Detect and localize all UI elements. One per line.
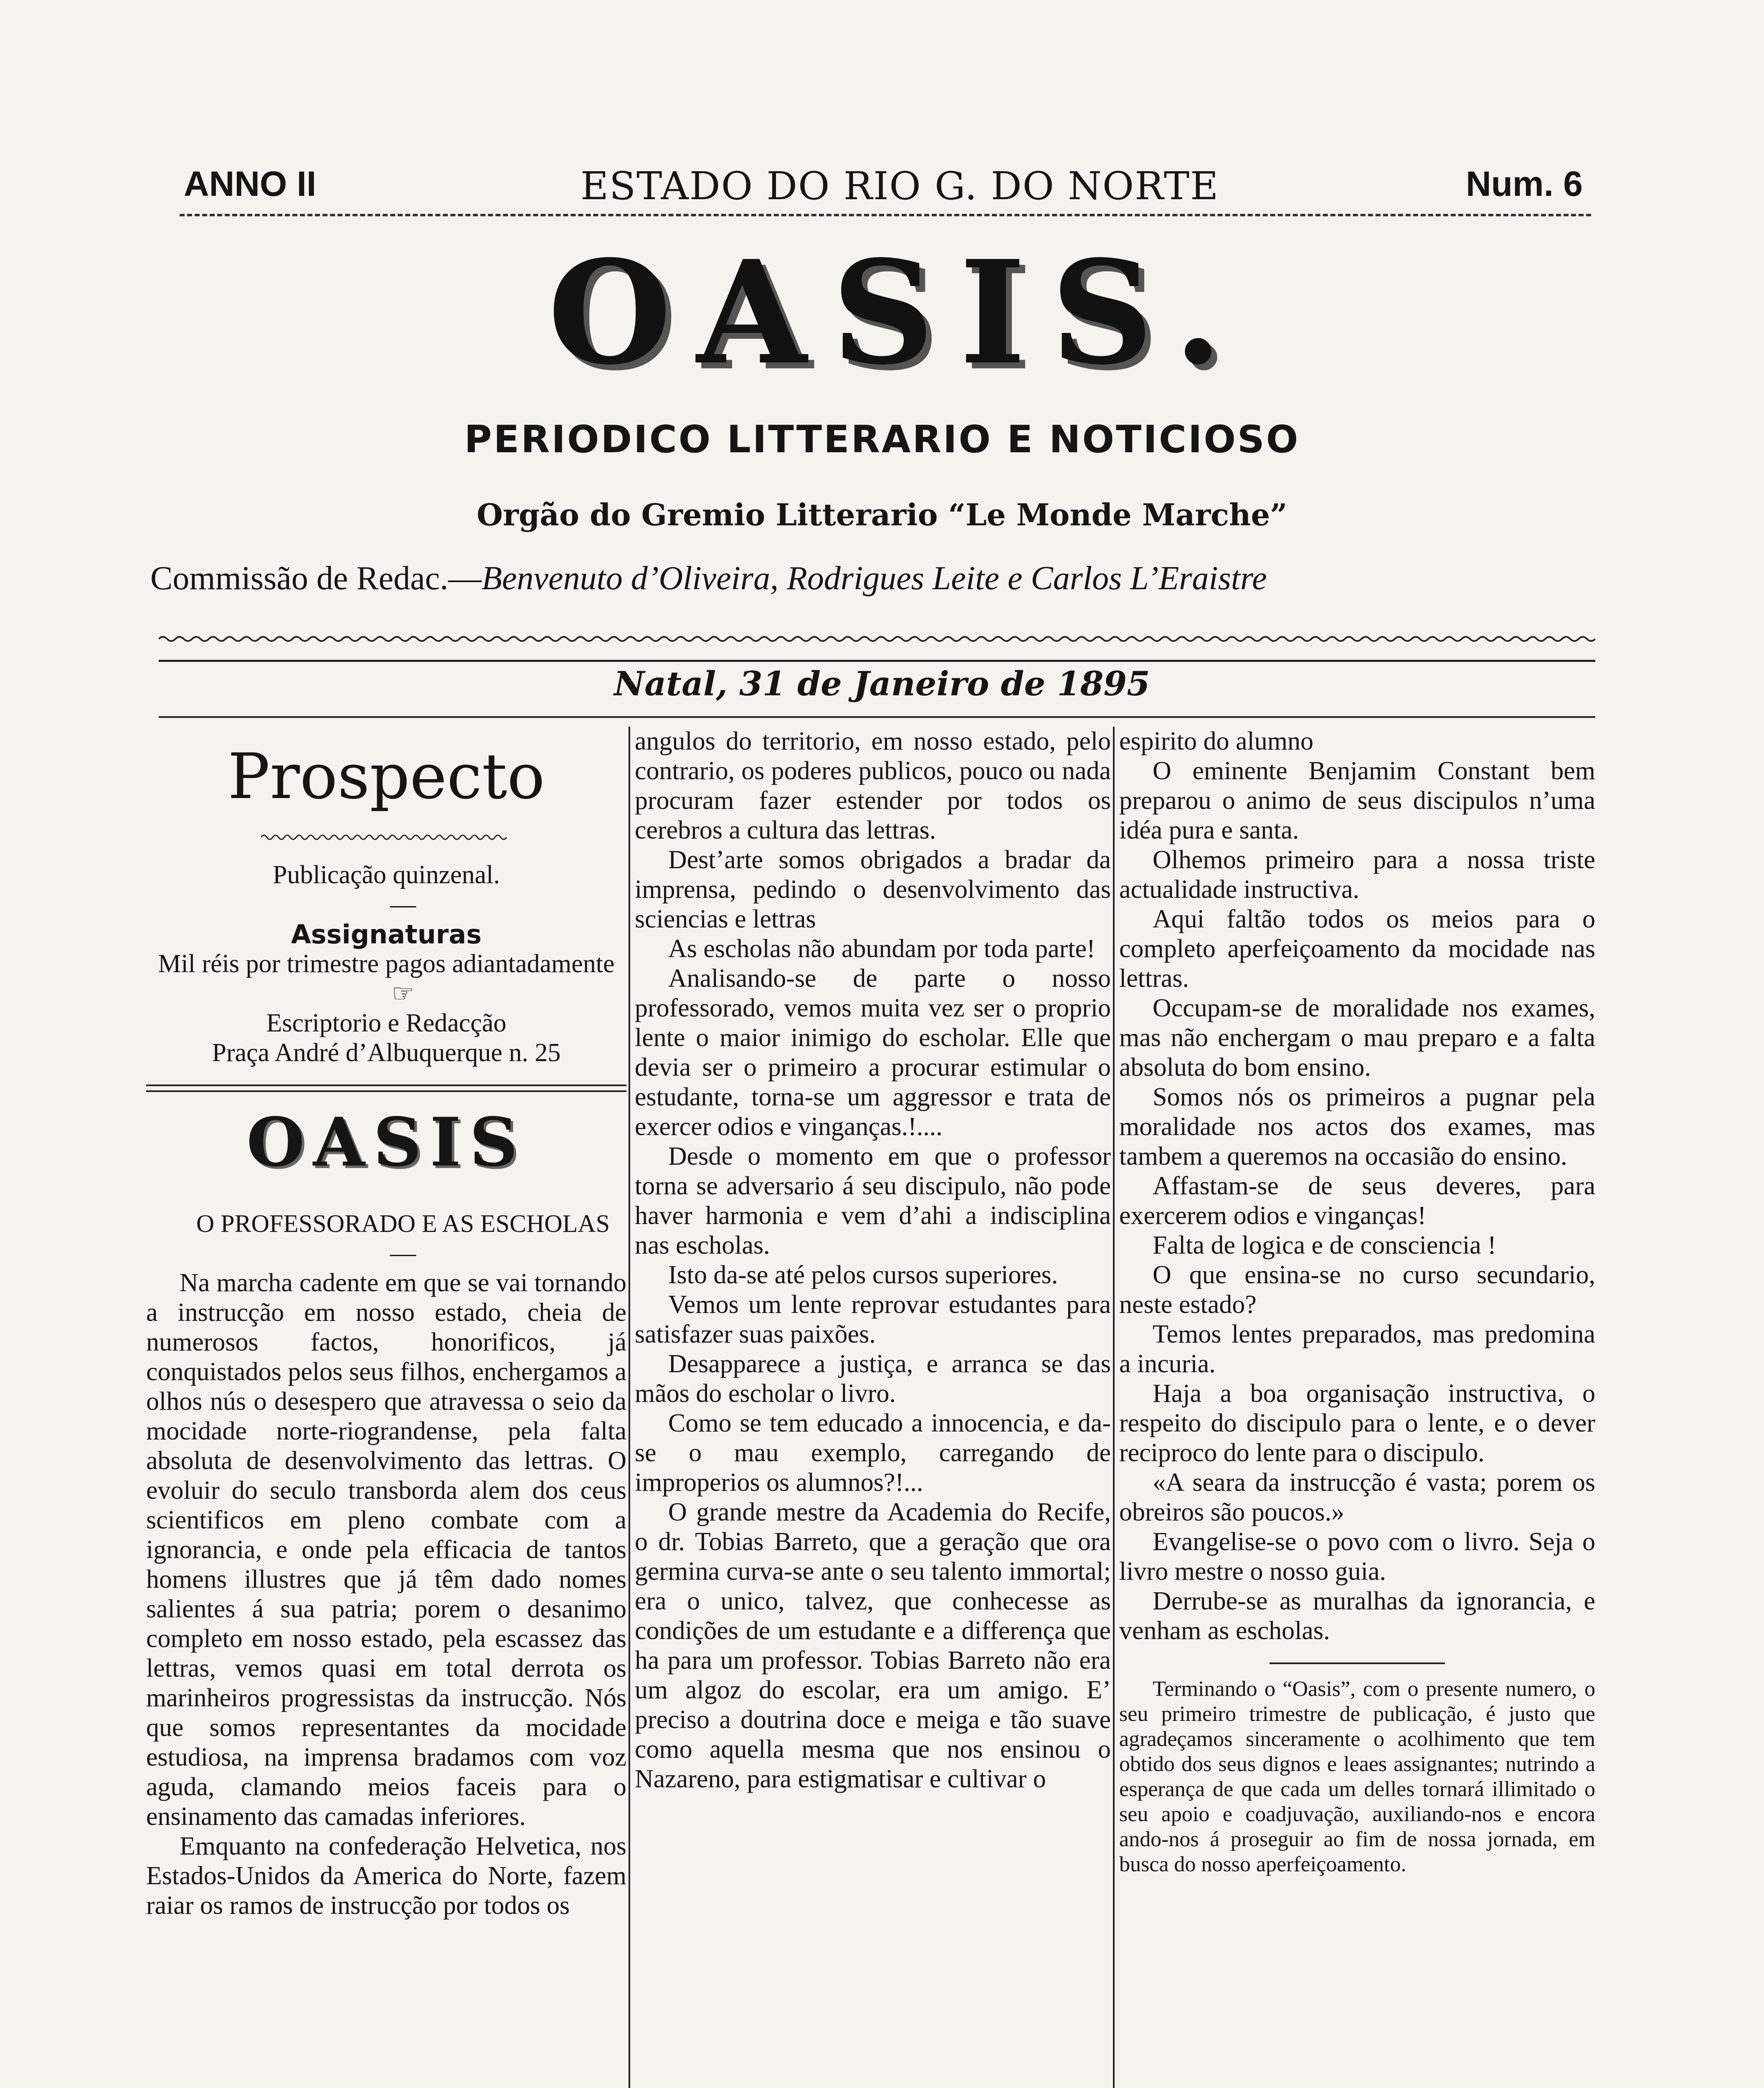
squiggle-divider bbox=[261, 831, 512, 844]
paragraph: «A seara da instrucção é vasta; porem os obreiros são poucos.» bbox=[1119, 1468, 1595, 1526]
header-rule bbox=[159, 660, 1595, 662]
paragraph: Como se tem educado a innocencia, e da-se o mau exemplo, carregando de improperios os alumnos?!... bbox=[635, 1409, 1111, 1497]
paragraph: Na marcha cadente em que se vai tornando a instrucção em nosso estado, cheia de numerosos factos, honorificos, já conquistados pelos seus filhos, enchergamos a olhos nús o desespero que atravessa o seio da mocidade norte-riograndense, pela falta absoluta de desenvolvimento das lettras. O evoluir do seculo transborda alem dos ceus scientificos em pleno combate com a ignorancia, e onde pela efficacia de tantos homens illustres que já têm dado nomes salientes á sua patria; porem o desanimo completo em nosso estado, pela escassez das lettras, vemos quasi em total derrota os marinheiros progressistas da instrucção. Nós que somos representantes da mocidade estudiosa, na imprensa bradamos com voz aguda, clamando meios faceis para o ensinamento das camadas inferiores. bbox=[146, 1269, 626, 1831]
paragraph: Dest’arte somos obrigados a bradar da imprensa, pedindo o desenvolvimento das sciencias e lettras bbox=[635, 846, 1111, 933]
column-divider bbox=[629, 727, 630, 2088]
commission-names: Benvenuto d’Oliveira, Rodrigues Leite e Carlos L’Eraistre bbox=[482, 560, 1267, 597]
subscriptions-text: Mil réis por trimestre pagos adiantadamente bbox=[158, 950, 615, 978]
paragraph: Occupam-se de moralidade nos exames, mas não enchergam o mau preparo e a falta absoluta do bom ensino. bbox=[1119, 994, 1595, 1082]
closing-note: Terminando o “Oasis”, com o presente numero, o seu primeiro trimestre de publicação, é justo que agradeçamos sinceramente o acolhimento que tem obtido dos seus dignos e leaes assignantes; nutrindo a esperança de que cada um delles tornará illimitado o seu apoio e coadjuvação, auxiliando-nos e encora ando-nos á proseguir ao fim de nossa jornada, em busca do nosso aperfeiçoamento. bbox=[1119, 1677, 1595, 1876]
paragraph: As escholas não abundam por toda parte! bbox=[668, 935, 1095, 963]
paragraph: Aqui faltão todos os meios para o completo aperfeiçoamento da mocidade nas lettras. bbox=[1119, 905, 1595, 993]
editorial-commission bbox=[150, 560, 1595, 598]
paragraph: Derrube-se as muralhas da ignorancia, e venham as escholas. bbox=[1119, 1587, 1595, 1645]
paragraph: Temos lentes preparados, mas predomina a incuria. bbox=[1119, 1320, 1595, 1378]
article-title: O PROFESSORADO E AS ESCHOLAS bbox=[196, 1210, 610, 1237]
column-1 bbox=[146, 727, 626, 1921]
newspaper-title: OASIS. bbox=[547, 230, 1248, 396]
short-rule bbox=[1270, 1662, 1445, 1664]
paragraph: Emquanto na confederação Helvetica, nos Estados-Unidos da America do Norte, fazem raiar os ramos de instrucção por todos os bbox=[146, 1832, 626, 1920]
commission-label: Commissão de Redac.— bbox=[150, 560, 482, 597]
paragraph: Desde o momento em que o professor torna se adversario á seu discipulo, não pode haver harmonia e vem d’ahi a indisciplina nas escholas. bbox=[635, 1142, 1111, 1259]
column-3 bbox=[1119, 727, 1595, 1877]
subscriptions-title: Assignaturas bbox=[291, 919, 482, 950]
dash: — bbox=[390, 890, 416, 919]
paragraph: angulos do territorio, em nosso estado, pelo contrario, os poderes publicos, pouco ou nada procuram fazer estender por todos os cerebros a cultura das lettras. bbox=[635, 727, 1111, 844]
masthead-topline bbox=[180, 164, 1591, 216]
newspaper-subtitle: PERIODICO LITTERARIO E NOTICIOSO bbox=[464, 418, 1300, 461]
wavy-divider bbox=[159, 635, 1595, 643]
paragraph: O eminente Benjamim Constant bem preparou o animo de seus discipulos n’uma idéa pura e santa. bbox=[1119, 757, 1595, 844]
year-label: ANNO II bbox=[184, 164, 317, 203]
dateline-rule bbox=[159, 716, 1595, 718]
paragraph: Falta de logica e de consciencia ! bbox=[1153, 1231, 1496, 1259]
paragraph: espirito do alumno bbox=[1119, 727, 1313, 755]
dash: — bbox=[390, 1239, 416, 1267]
prospecto-heading: Prospecto bbox=[228, 740, 545, 813]
publication-frequency: Publicação quinzenal. bbox=[272, 861, 500, 889]
paragraph: Analisando-se de parte o nosso professorado, vemos muita vez ser o proprio lente o maior inimigo do escholar. Elle que devia ser o primeiro a procurar estimular o estudante, torna-se um aggressor e trata de exercer odios e vinganças.!.... bbox=[635, 964, 1111, 1141]
paragraph: Haja a boa organisação instructiva, o respeito do discipulo para o lente, e o dever reciproco do lente para o discipulo. bbox=[1119, 1379, 1595, 1467]
paragraph: Evangelise-se o povo com o livro. Seja o livro mestre o nosso guia. bbox=[1119, 1528, 1595, 1586]
paragraph: O grande mestre da Academia do Recife, o dr. Tobias Barreto, que a geração que ora germina curva-se ante o seu talento immortal; era o unico, talvez, que conhecesse as condições de um estudante e a differença que ha para um professor. Tobias Barreto não era um algoz do escolar, era um amigo. E’ preciso a doutrina doce e meiga e tão suave como aquella mesma que nos ensinou o Nazareno, para estigmatisar e cultivar o bbox=[635, 1498, 1111, 1793]
oasis-section-title: OASIS bbox=[246, 1103, 526, 1181]
issue-number: Num. 6 bbox=[1465, 164, 1583, 203]
paragraph: Isto da-se até pelos cursos superiores. bbox=[668, 1261, 1058, 1289]
paragraph: Vemos um lente reprovar estudantes para satisfazer suas paixões. bbox=[635, 1290, 1111, 1348]
double-rule bbox=[146, 1085, 626, 1092]
paragraph: Somos nós os primeiros a pugnar pela moralidade nos actos dos exames, mas tambem a queremos na occasião do ensino. bbox=[1119, 1083, 1595, 1171]
pointing-hand-icon: ☞ bbox=[392, 980, 414, 1007]
paragraph: Olhemos primeiro para a nossa triste actualidade instructiva. bbox=[1119, 846, 1595, 904]
column-2 bbox=[635, 727, 1111, 1794]
organ-line: Orgão do Gremio Litterario “Le Monde Marche” bbox=[476, 497, 1288, 532]
paragraph: O que ensina-se no curso secundario, neste estado? bbox=[1119, 1261, 1595, 1319]
paragraph: Desapparece a justiça, e arranca se das mãos do escholar o livro. bbox=[635, 1350, 1111, 1408]
paragraph: Affastam-se de seus deveres, para exercerem odios e vinganças! bbox=[1119, 1172, 1595, 1230]
office-address: Praça André d’Albuquerque n. 25 bbox=[212, 1039, 561, 1067]
state-label: ESTADO DO RIO G. DO NORTE bbox=[580, 164, 1219, 208]
dateline: Natal, 31 de Janeiro de 1895 bbox=[614, 664, 1150, 703]
office-label: Escriptorio e Redacção bbox=[266, 1009, 507, 1037]
column-divider bbox=[1113, 727, 1115, 2088]
